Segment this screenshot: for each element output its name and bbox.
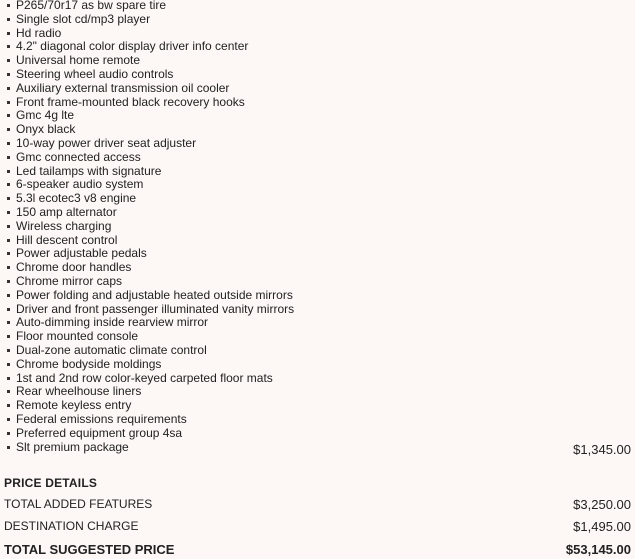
bullet-icon <box>7 432 10 435</box>
feature-item <box>6 40 506 54</box>
bullet-icon <box>7 280 10 283</box>
feature-label: Steering wheel audio controls <box>16 66 174 81</box>
bullet-icon <box>7 73 10 76</box>
feature-label: Auxiliary external transmission oil cooler <box>16 80 230 95</box>
feature-label: Auto-dimming inside rearview mirror <box>16 315 209 330</box>
bullet-icon <box>7 446 10 449</box>
feature-item <box>6 123 506 137</box>
feature-item <box>6 165 506 179</box>
feature-label: Chrome door handles <box>16 260 132 275</box>
feature-item <box>6 206 506 220</box>
feature-item <box>6 13 506 27</box>
feature-item <box>6 303 506 317</box>
total-added-features-row <box>4 497 631 512</box>
bullet-icon <box>7 252 10 255</box>
feature-label: Front frame-mounted black recovery hooks <box>16 94 245 109</box>
feature-label: 5.3l ecotec3 v8 engine <box>16 191 137 206</box>
bullet-icon <box>7 87 10 90</box>
total-added-features-amount: $3,250.00 <box>573 497 631 512</box>
feature-label: Chrome bodyside moldings <box>16 356 162 371</box>
feature-label: 150 amp alternator <box>16 204 117 219</box>
feature-label: Wireless charging <box>16 218 112 233</box>
feature-label: Chrome mirror caps <box>16 273 123 288</box>
bullet-icon <box>7 170 10 173</box>
feature-item <box>6 137 506 151</box>
bullet-icon <box>7 321 10 324</box>
bullet-icon <box>7 183 10 186</box>
bullet-icon <box>7 363 10 366</box>
feature-label: Led tailamps with signature <box>16 163 162 178</box>
destination-charge-label: DESTINATION CHARGE <box>4 519 139 533</box>
bullet-icon <box>7 211 10 214</box>
feature-label: Hd radio <box>16 25 62 40</box>
feature-label: Dual-zone automatic climate control <box>16 342 207 357</box>
feature-item <box>6 109 506 123</box>
feature-item <box>6 178 506 192</box>
feature-item <box>6 413 506 427</box>
feature-label: Federal emissions requirements <box>16 411 187 426</box>
feature-item <box>6 151 506 165</box>
feature-item <box>6 261 506 275</box>
feature-label: Power folding and adjustable heated outside mirrors <box>16 287 293 302</box>
feature-label: Universal home remote <box>16 53 141 68</box>
feature-item <box>6 289 506 303</box>
feature-label: Single slot cd/mp3 player <box>16 11 151 26</box>
feature-label: 10-way power driver seat adjuster <box>16 135 197 150</box>
feature-label: 1st and 2nd row color-keyed carpeted floor mats <box>16 370 273 385</box>
feature-label: Hill descent control <box>16 232 118 247</box>
bullet-icon <box>7 59 10 62</box>
price-details-title: PRICE DETAILS <box>4 476 98 490</box>
total-added-features-label: TOTAL ADDED FEATURES <box>4 497 153 511</box>
feature-label: Slt premium package <box>16 439 129 454</box>
bullet-icon <box>7 225 10 228</box>
feature-label: 4.2" diagonal color display driver info center <box>16 39 249 54</box>
package-price: $1,345.00 <box>573 442 631 457</box>
feature-label: Power adjustable pedals <box>16 246 147 261</box>
feature-label: 6-speaker audio system <box>16 177 144 192</box>
feature-item <box>6 372 506 386</box>
feature-label: Gmc 4g lte <box>16 108 75 123</box>
feature-label: Gmc connected access <box>16 149 141 164</box>
feature-item <box>6 316 506 330</box>
feature-item <box>6 54 506 68</box>
feature-label: Onyx black <box>16 122 76 137</box>
bullet-icon <box>7 294 10 297</box>
bullet-icon <box>7 142 10 145</box>
feature-item <box>6 27 506 41</box>
bullet-icon <box>7 101 10 104</box>
feature-item <box>6 247 506 261</box>
total-suggested-price-amount: $53,145.00 <box>565 542 631 557</box>
feature-item <box>6 275 506 289</box>
bullet-icon <box>7 239 10 242</box>
bullet-icon <box>7 349 10 352</box>
total-suggested-price-row <box>4 542 631 557</box>
feature-list <box>6 0 506 454</box>
bullet-icon <box>7 308 10 311</box>
feature-item <box>6 385 506 399</box>
feature-item <box>6 82 506 96</box>
bullet-icon <box>7 335 10 338</box>
feature-item <box>6 441 506 455</box>
feature-item <box>6 192 506 206</box>
bullet-icon <box>7 266 10 269</box>
feature-item <box>6 68 506 82</box>
bullet-icon <box>7 377 10 380</box>
feature-item <box>6 330 506 344</box>
bullet-icon <box>7 128 10 131</box>
bullet-icon <box>7 18 10 21</box>
bullet-icon <box>7 404 10 407</box>
feature-item <box>6 234 506 248</box>
bullet-icon <box>7 156 10 159</box>
feature-label: Floor mounted console <box>16 329 139 344</box>
feature-item <box>6 344 506 358</box>
destination-charge-amount: $1,495.00 <box>573 519 631 534</box>
bullet-icon <box>7 418 10 421</box>
bullet-icon <box>7 4 10 7</box>
feature-item <box>6 427 506 441</box>
feature-label: Driver and front passenger illuminated vanity mirrors <box>16 301 295 316</box>
feature-label: P265/70r17 as bw spare tire <box>16 0 167 12</box>
feature-label: Rear wheelhouse liners <box>16 384 142 399</box>
feature-label: Remote keyless entry <box>16 398 132 413</box>
bullet-icon <box>7 114 10 117</box>
destination-charge-row <box>4 519 631 534</box>
bullet-icon <box>7 32 10 35</box>
feature-item <box>6 358 506 372</box>
bullet-icon <box>7 45 10 48</box>
feature-item <box>6 220 506 234</box>
bullet-icon <box>7 390 10 393</box>
total-suggested-price-label: TOTAL SUGGESTED PRICE <box>4 542 175 557</box>
feature-item <box>6 399 506 413</box>
feature-item <box>6 96 506 110</box>
feature-label: Preferred equipment group 4sa <box>16 425 183 440</box>
bullet-icon <box>7 197 10 200</box>
